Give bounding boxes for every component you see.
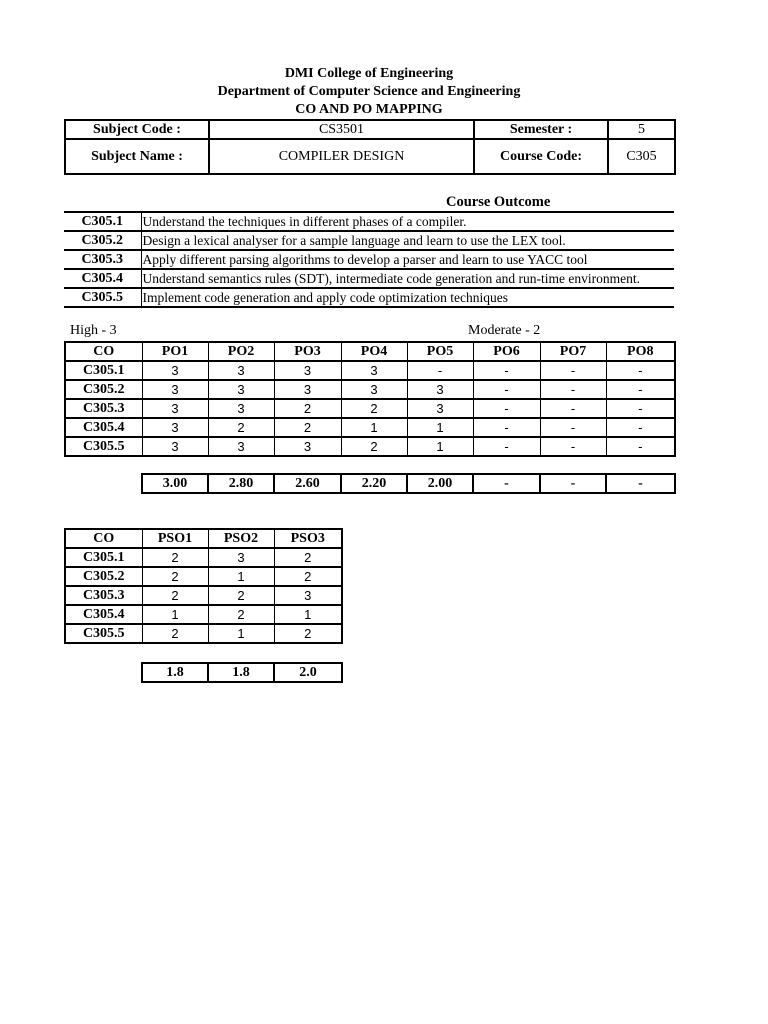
- department-name: Department of Computer Science and Engineering: [217, 84, 521, 99]
- table-cell: 3: [274, 437, 341, 456]
- po-header-row: [65, 342, 675, 361]
- table-cell: 3: [341, 380, 407, 399]
- subject-info-table: [64, 119, 676, 175]
- table-cell: 3: [274, 586, 342, 605]
- table-cell: 2: [142, 624, 208, 643]
- table-cell: 3: [208, 437, 274, 456]
- table-cell: 1: [208, 624, 274, 643]
- subject-code-value: CS3501: [209, 120, 474, 139]
- course-code-label: Course Code:: [474, 139, 608, 174]
- table-cell: -: [540, 361, 606, 380]
- pso-header-cell: PSO1: [142, 529, 208, 548]
- co-code-cell: C305.4: [65, 418, 142, 437]
- semester-value: 5: [608, 120, 675, 139]
- table-cell: -: [540, 399, 606, 418]
- outcome-row: [64, 231, 674, 250]
- subject-name-value: COMPILER DESIGN: [209, 139, 474, 174]
- table-cell: -: [473, 437, 540, 456]
- table-cell: 2: [274, 624, 342, 643]
- table-cell: 3: [142, 361, 208, 380]
- table-cell: -: [606, 418, 675, 437]
- outcome-row: [64, 288, 674, 307]
- table-row: [65, 567, 342, 586]
- table-cell: 1: [341, 418, 407, 437]
- po-header-cell: PO4: [341, 342, 407, 361]
- table-cell: -: [473, 399, 540, 418]
- table-cell: 3: [407, 399, 473, 418]
- table-cell: 2: [274, 418, 341, 437]
- subject-code-label: Subject Code :: [65, 120, 209, 139]
- table-cell: -: [540, 418, 606, 437]
- po-average-cell: 2.00: [407, 474, 473, 493]
- outcome-text: Apply different parsing algorithms to develop a parser and learn to use YACC tool: [141, 250, 674, 269]
- po-header-cell: PO1: [142, 342, 208, 361]
- table-cell: 3: [142, 399, 208, 418]
- semester-label: Semester :: [474, 120, 608, 139]
- table-row: [65, 418, 675, 437]
- co-code-cell: C305.2: [65, 380, 142, 399]
- table-cell: 1: [208, 567, 274, 586]
- po-average-cell: -: [606, 474, 675, 493]
- table-cell: 2: [341, 437, 407, 456]
- subject-name-label: Subject Name :: [65, 139, 209, 174]
- table-cell: 3: [142, 418, 208, 437]
- po-header-cell: PO6: [473, 342, 540, 361]
- pso-header-row: [65, 529, 342, 548]
- outcome-code: C305.1: [64, 212, 141, 231]
- table-row: [65, 437, 675, 456]
- table-row: [65, 380, 675, 399]
- table-cell: 3: [274, 361, 341, 380]
- outcome-code: C305.4: [64, 269, 141, 288]
- pso-average-cell: 1.8: [208, 663, 274, 682]
- table-cell: 1: [407, 418, 473, 437]
- outcome-code: C305.3: [64, 250, 141, 269]
- college-name: DMI College of Engineering: [284, 66, 454, 81]
- table-cell: 3: [208, 548, 274, 567]
- course-outcome-heading: Course Outcome: [446, 194, 551, 210]
- table-row: [65, 624, 342, 643]
- course-outcome-table: [64, 211, 674, 308]
- po-header-cell: PO2: [208, 342, 274, 361]
- table-cell: -: [473, 361, 540, 380]
- table-cell: 2: [142, 567, 208, 586]
- table-row: [65, 361, 675, 380]
- po-header-cell: PO8: [606, 342, 675, 361]
- table-cell: 3: [274, 380, 341, 399]
- table-cell: -: [606, 361, 675, 380]
- table-cell: 2: [142, 586, 208, 605]
- table-cell: -: [606, 399, 675, 418]
- table-cell: 3: [341, 361, 407, 380]
- table-cell: 3: [407, 380, 473, 399]
- co-code-cell: C305.2: [65, 567, 142, 586]
- table-row: [65, 399, 675, 418]
- po-average-cell: 2.80: [208, 474, 274, 493]
- po-header-cell: PO5: [407, 342, 473, 361]
- outcome-text: Implement code generation and apply code optimization techniques: [141, 288, 674, 307]
- outcome-row: [64, 250, 674, 269]
- course-code-value: C305: [608, 139, 675, 174]
- pso-average-cell: 1.8: [142, 663, 208, 682]
- table-row: [65, 605, 342, 624]
- legend-high: High - 3: [70, 323, 117, 338]
- po-header-cell: CO: [65, 342, 142, 361]
- table-cell: 1: [407, 437, 473, 456]
- po-average-cell: 3.00: [142, 474, 208, 493]
- table-cell: 2: [208, 418, 274, 437]
- co-code-cell: C305.5: [65, 624, 142, 643]
- po-average-cell: 2.20: [341, 474, 407, 493]
- table-cell: 2: [208, 586, 274, 605]
- po-average-cell: -: [473, 474, 540, 493]
- table-cell: -: [407, 361, 473, 380]
- pso-header-cell: PSO3: [274, 529, 342, 548]
- table-cell: -: [606, 437, 675, 456]
- po-average-cell: -: [540, 474, 606, 493]
- table-cell: -: [540, 437, 606, 456]
- table-cell: 2: [274, 399, 341, 418]
- co-code-cell: C305.3: [65, 586, 142, 605]
- outcome-code: C305.5: [64, 288, 141, 307]
- legend-moderate: Moderate - 2: [468, 323, 541, 338]
- table-row: [65, 586, 342, 605]
- table-cell: 1: [274, 605, 342, 624]
- outcome-row: [64, 212, 674, 231]
- outcome-text: Understand semantics rules (SDT), intermediate code generation and run-time environment.: [141, 269, 674, 288]
- outcome-code: C305.2: [64, 231, 141, 250]
- table-row: [65, 548, 342, 567]
- co-code-cell: C305.1: [65, 548, 142, 567]
- po-mapping-table: [64, 341, 676, 457]
- table-cell: 3: [208, 380, 274, 399]
- co-code-cell: C305.4: [65, 605, 142, 624]
- table-cell: 2: [341, 399, 407, 418]
- table-cell: 2: [274, 567, 342, 586]
- po-average-cell: 2.60: [274, 474, 341, 493]
- table-cell: 3: [208, 399, 274, 418]
- pso-mapping-table: [64, 528, 343, 644]
- po-header-cell: PO3: [274, 342, 341, 361]
- pso-average-cell: 2.0: [274, 663, 342, 682]
- co-code-cell: C305.1: [65, 361, 142, 380]
- table-cell: 3: [142, 380, 208, 399]
- page-title: CO AND PO MAPPING: [295, 102, 443, 117]
- outcome-text: Understand the techniques in different phases of a compiler.: [141, 212, 674, 231]
- table-cell: -: [473, 380, 540, 399]
- table-cell: -: [473, 418, 540, 437]
- po-header-cell: PO7: [540, 342, 606, 361]
- table-cell: 1: [142, 605, 208, 624]
- co-code-cell: C305.3: [65, 399, 142, 418]
- co-code-cell: C305.5: [65, 437, 142, 456]
- table-cell: 2: [274, 548, 342, 567]
- po-average-row: [141, 473, 676, 494]
- outcome-text: Design a lexical analyser for a sample language and learn to use the LEX tool.: [141, 231, 674, 250]
- pso-average-row: [141, 662, 343, 683]
- table-cell: -: [540, 380, 606, 399]
- outcome-row: [64, 269, 674, 288]
- table-cell: 2: [208, 605, 274, 624]
- table-cell: 2: [142, 548, 208, 567]
- pso-header-cell: CO: [65, 529, 142, 548]
- table-cell: 3: [142, 437, 208, 456]
- table-cell: -: [606, 380, 675, 399]
- pso-header-cell: PSO2: [208, 529, 274, 548]
- table-cell: 3: [208, 361, 274, 380]
